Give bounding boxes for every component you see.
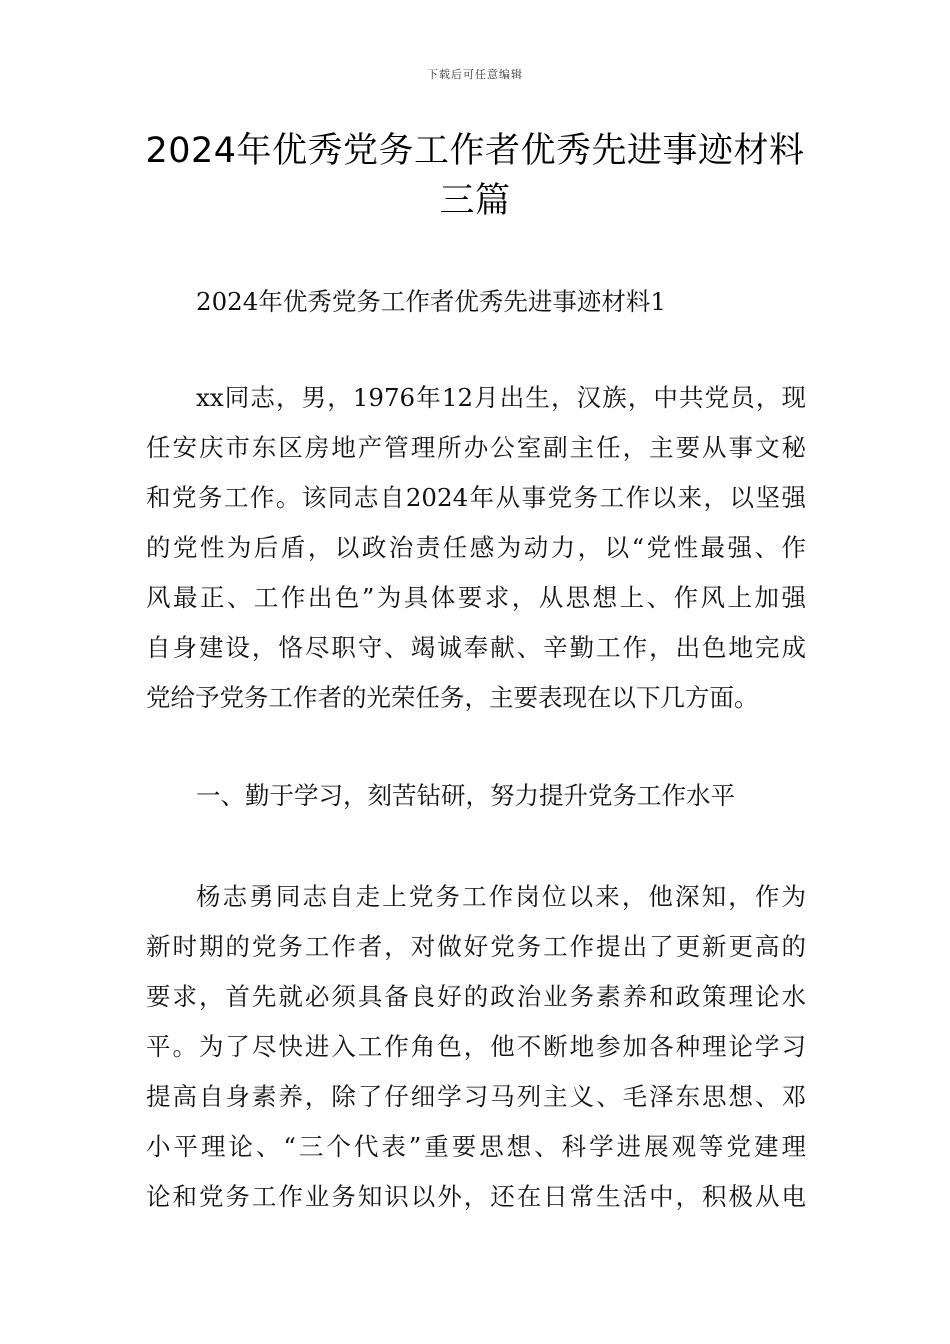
paragraph-2	[146, 872, 806, 1222]
paragraph-1-line: 的党性为后盾，以政治责任感为动力，以“党性最强、作	[146, 533, 806, 562]
paragraph-1-line: 党给予党务工作者的光荣任务，主要表现在以下几方面。	[146, 683, 759, 712]
title-line-1: 2024年优秀党务工作者优秀先进事迹材料	[145, 131, 805, 171]
paragraph-1-line: 自身建设，恪尽职守、竭诚奉献、辛勤工作，出色地完成	[146, 633, 806, 662]
paragraph-1	[146, 373, 806, 723]
paragraph-2-line: 小平理论、“三个代表”重要思想、科学进展观等党建理	[146, 1132, 806, 1161]
paragraph-1-line: 风最正、工作出色”为具体要求，从思想上、作风上加强	[146, 583, 806, 612]
paragraph-1-line: 和党务工作。该同志自2024年从事党务工作以来，以坚强	[146, 483, 806, 512]
title-line-2: 三篇	[439, 181, 511, 221]
header-note: 下载后可任意编辑	[427, 68, 523, 81]
document-title	[130, 126, 820, 226]
paragraph-2-line: 平。为了尽快进入工作角色，他不断地参加各种理论学习	[146, 1032, 806, 1061]
section-heading-1: 一、勤于学习，刻苦钻研，努力提升党务工作水平	[196, 781, 735, 810]
paragraph-2-line: 提高自身素养，除了仔细学习马列主义、毛泽东思想、邓	[146, 1082, 806, 1111]
paragraph-1-line: 任安庆市东区房地产管理所办公室副主任，主要从事文秘	[146, 433, 806, 462]
paragraph-2-line: 杨志勇同志自走上党务工作岗位以来，他深知，作为	[196, 882, 806, 911]
paragraph-2-line: 要求，首先就必须具备良好的政治业务素养和政策理论水	[146, 982, 806, 1011]
paragraph-2-line: 论和党务工作业务知识以外，还在日常生活中，积极从电	[146, 1182, 806, 1211]
section-subtitle: 2024年优秀党务工作者优秀先进事迹材料1	[196, 287, 666, 316]
paragraph-2-line: 新时期的党务工作者，对做好党务工作提出了更新更高的	[146, 932, 806, 961]
paragraph-1-line: xx同志，男，1976年12月出生，汉族，中共党员，现	[196, 383, 806, 412]
